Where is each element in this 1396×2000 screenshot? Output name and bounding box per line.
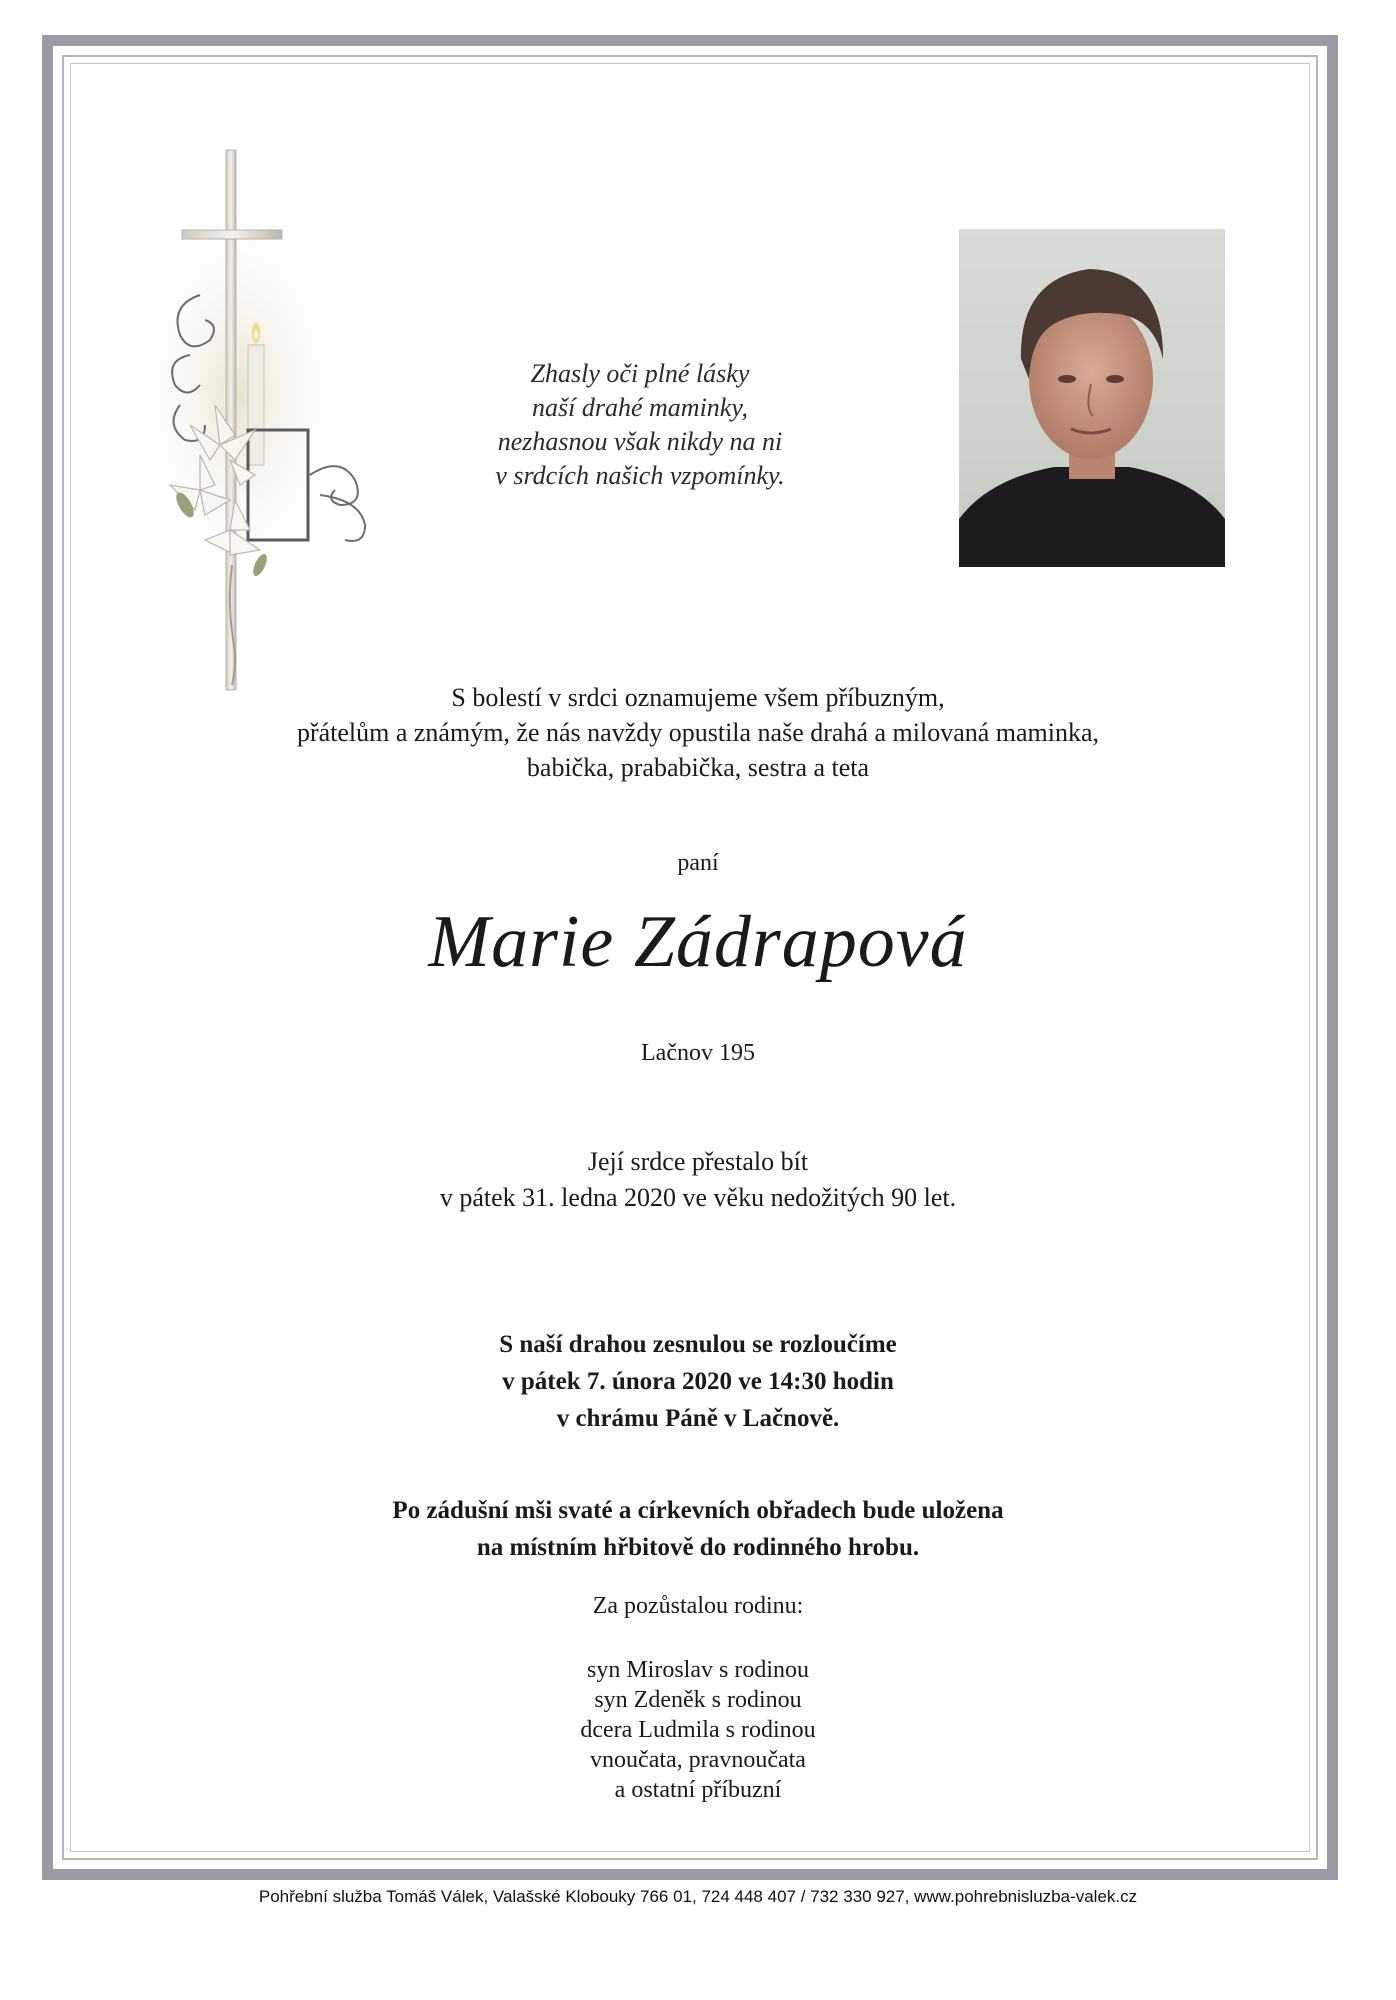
family-label: Za pozůstalou rodinu: <box>592 1593 804 1619</box>
list-item: vnoučata, pravnoučata <box>590 1747 806 1773</box>
death-notice-line: v pátek 31. ledna 2020 ve věku nedožitých 90 let. <box>439 1183 957 1212</box>
death-notice <box>0 1144 1396 1216</box>
announcement-line: babička, prababička, sestra a teta <box>526 753 870 782</box>
deceased-name: Marie Zádrapová <box>428 901 968 983</box>
portrait-photo <box>959 229 1225 567</box>
burial-line: na místním hřbitově do rodinného hrobu. <box>476 1534 920 1561</box>
farewell-line: v chrámu Páně v Lačnově. <box>556 1405 840 1432</box>
verse-line: Zhasly oči plné lásky <box>530 359 750 388</box>
address: Lačnov 195 <box>641 1040 755 1066</box>
cross-candle-lily-icon <box>160 145 430 725</box>
burial-notice <box>0 1492 1396 1566</box>
memorial-verse <box>440 357 840 493</box>
death-notice-line: Její srdce přestalo bít <box>587 1147 809 1176</box>
honorific: paní <box>677 850 719 876</box>
list-item: syn Zdeněk s rodinou <box>594 1687 802 1713</box>
funeral-service-footer: Pohřební služba Tomáš Válek, Valašské Klobouky 766 01, 724 448 407 / 732 330 927, www.pohrebnisluzba-valek.cz <box>258 1887 1138 1906</box>
announcement-line: S bolestí v srdci oznamujeme všem příbuzným, <box>451 683 945 712</box>
list-item: dcera Ludmila s rodinou <box>580 1717 816 1743</box>
list-item: syn Miroslav s rodinou <box>587 1657 809 1683</box>
farewell-notice <box>0 1326 1396 1437</box>
verse-line: nezhasnou však nikdy na ni <box>497 427 783 456</box>
announcement-text <box>0 680 1396 785</box>
farewell-line: S naší drahou zesnulou se rozloučíme <box>499 1331 897 1358</box>
list-item: a ostatní příbuzní <box>614 1777 782 1803</box>
mourners-list <box>0 1655 1396 1805</box>
farewell-line: v pátek 7. února 2020 ve 14:30 hodin <box>502 1368 894 1395</box>
verse-line: v srdcích našich vzpomínky. <box>495 461 785 490</box>
verse-line: naší drahé maminky, <box>532 393 748 422</box>
announcement-line: přátelům a známým, že nás navždy opustila naše drahá a milovaná maminka, <box>296 718 1100 747</box>
burial-line: Po zádušní mši svaté a církevních obřadech bude uložena <box>392 1497 1004 1524</box>
